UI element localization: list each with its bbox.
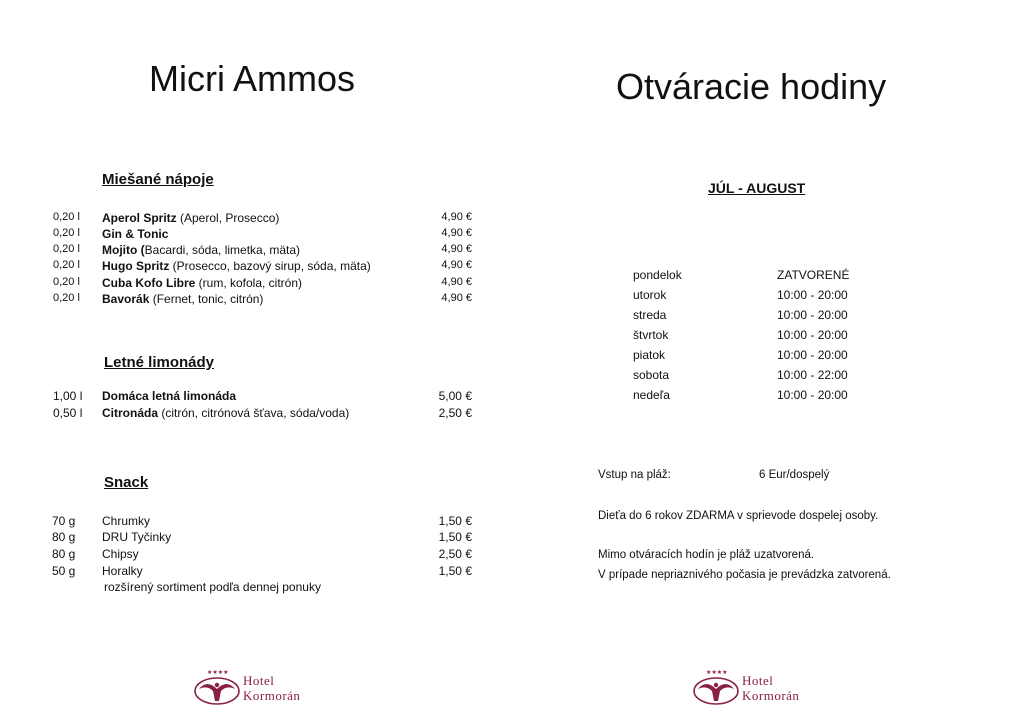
item-price: 1,50 €	[438, 564, 472, 578]
item-description: (citrón, citrónová šťava, sóda/voda)	[158, 406, 350, 420]
logo-line-1: Hotel	[742, 673, 774, 688]
item-weight: 80 g	[52, 547, 76, 561]
item-name-bold: Gin & Tonic	[102, 227, 169, 241]
item-volume: 0,20 l	[53, 243, 80, 255]
list-item	[0, 243, 480, 259]
list-item	[0, 389, 480, 405]
item-name-bold: Hugo Spritz	[102, 259, 170, 273]
hours-row	[633, 328, 893, 346]
item-name	[102, 243, 300, 257]
item-price: 4,90 €	[441, 243, 472, 255]
section-heading-mixed-drinks: Miešané nápoje	[102, 171, 214, 188]
children-note: Dieťa do 6 rokov ZDARMA v sprievode dospelej osoby.	[598, 510, 879, 522]
list-item	[0, 227, 480, 243]
item-name	[102, 406, 349, 420]
day-label: štvrtok	[633, 328, 669, 342]
item-price: 2,50 €	[438, 406, 472, 420]
item-weight: 50 g	[52, 564, 76, 578]
item-name	[102, 227, 168, 241]
item-price: 1,50 €	[438, 530, 472, 544]
item-name: Chrumky	[102, 514, 151, 528]
list-item	[0, 564, 480, 580]
item-name	[102, 259, 371, 273]
hours-value: 10:00 - 22:00	[777, 368, 848, 382]
logo-line-1: Hotel	[243, 673, 275, 688]
item-volume: 0,20 l	[53, 276, 80, 288]
list-item	[0, 530, 480, 546]
list-item	[0, 211, 480, 227]
hours-row	[633, 308, 893, 326]
hours-row	[633, 388, 893, 406]
item-description: (Aperol, Prosecco)	[176, 211, 280, 225]
hours-row	[633, 348, 893, 366]
item-name: Horalky	[102, 564, 143, 578]
item-name	[102, 211, 279, 225]
item-name	[102, 389, 236, 403]
item-name	[102, 276, 302, 290]
item-price: 4,90 €	[441, 292, 472, 304]
cormorant-emblem-icon	[692, 667, 740, 707]
svg-text:★★★★: ★★★★	[706, 669, 728, 676]
item-name: Chipsy	[102, 547, 139, 561]
hours-value: 10:00 - 20:00	[777, 348, 848, 362]
entry-fee-value: 6 Eur/dospelý	[759, 469, 830, 481]
item-description: Bacardi, sóda, limetka, mäta)	[144, 243, 301, 257]
section-heading-lemonades: Letné limonády	[104, 354, 215, 371]
item-volume: 0,20 l	[53, 227, 80, 239]
opening-hours-title: Otváracie hodiny	[616, 66, 887, 107]
item-price: 5,00 €	[438, 389, 472, 403]
entry-fee-label: Vstup na pláž:	[598, 469, 671, 481]
item-price: 4,90 €	[441, 211, 472, 223]
logo-line-2: Kormorán	[243, 688, 301, 703]
menu-title: Micri Ammos	[149, 58, 355, 99]
day-label: streda	[633, 308, 667, 322]
hours-value: 10:00 - 20:00	[777, 308, 848, 322]
season-heading: JÚL - AUGUST	[708, 180, 806, 196]
item-weight: 70 g	[52, 514, 76, 528]
hours-row	[633, 268, 893, 286]
item-description: (rum, kofola, citrón)	[195, 276, 303, 290]
item-name-bold: Domáca letná limonáda	[102, 389, 237, 403]
list-item	[0, 406, 480, 422]
hours-value: 10:00 - 20:00	[777, 288, 848, 302]
item-name-bold: Bavorák	[102, 292, 150, 306]
item-volume: 0,20 l	[53, 211, 80, 223]
day-label: utorok	[633, 288, 667, 302]
item-volume: 0,20 l	[53, 292, 80, 304]
hours-row	[633, 288, 893, 306]
item-price: 2,50 €	[438, 547, 472, 561]
hotel-logo	[692, 667, 842, 707]
day-label: pondelok	[633, 268, 682, 282]
hotel-logo	[193, 667, 343, 707]
list-item	[0, 292, 480, 308]
item-volume: 0,20 l	[53, 259, 80, 271]
item-name	[102, 292, 263, 306]
hours-row	[633, 368, 893, 386]
snack-note: rozšírený sortiment podľa dennej ponuky	[104, 580, 321, 594]
cormorant-emblem-icon	[193, 667, 241, 707]
item-description: (Prosecco, bazový sirup, sóda, mäta)	[169, 259, 371, 273]
item-name-bold: Mojito (	[102, 243, 145, 257]
day-label: piatok	[633, 348, 666, 362]
day-label: nedeľa	[633, 388, 670, 402]
item-name-bold: Citronáda	[102, 406, 159, 420]
item-price: 4,90 €	[441, 227, 472, 239]
item-price: 1,50 €	[438, 514, 472, 528]
item-price: 4,90 €	[441, 259, 472, 271]
item-volume: 1,00 l	[53, 389, 83, 403]
closed-note-2: V prípade nepriaznivého počasia je prevádzka zatvorená.	[598, 569, 891, 581]
item-price: 4,90 €	[441, 276, 472, 288]
item-name-bold: Cuba Kofo Libre	[102, 276, 196, 290]
list-item	[0, 276, 480, 292]
hours-value: 10:00 - 20:00	[777, 328, 848, 342]
hours-value: ZATVORENÉ	[777, 268, 850, 282]
logo-line-2: Kormorán	[742, 688, 800, 703]
item-volume: 0,50 l	[53, 406, 83, 420]
list-item	[0, 547, 480, 563]
item-name: DRU Tyčinky	[102, 530, 172, 544]
item-weight: 80 g	[52, 530, 76, 544]
section-heading-snack: Snack	[104, 474, 149, 491]
hours-value: 10:00 - 20:00	[777, 388, 848, 402]
list-item	[0, 259, 480, 275]
day-label: sobota	[633, 368, 670, 382]
list-item	[0, 514, 480, 530]
item-description: (Fernet, tonic, citrón)	[149, 292, 264, 306]
closed-note-1: Mimo otváracích hodín je pláž uzatvorená.	[598, 549, 815, 561]
svg-text:★★★★: ★★★★	[207, 669, 229, 676]
item-name-bold: Aperol Spritz	[102, 211, 177, 225]
